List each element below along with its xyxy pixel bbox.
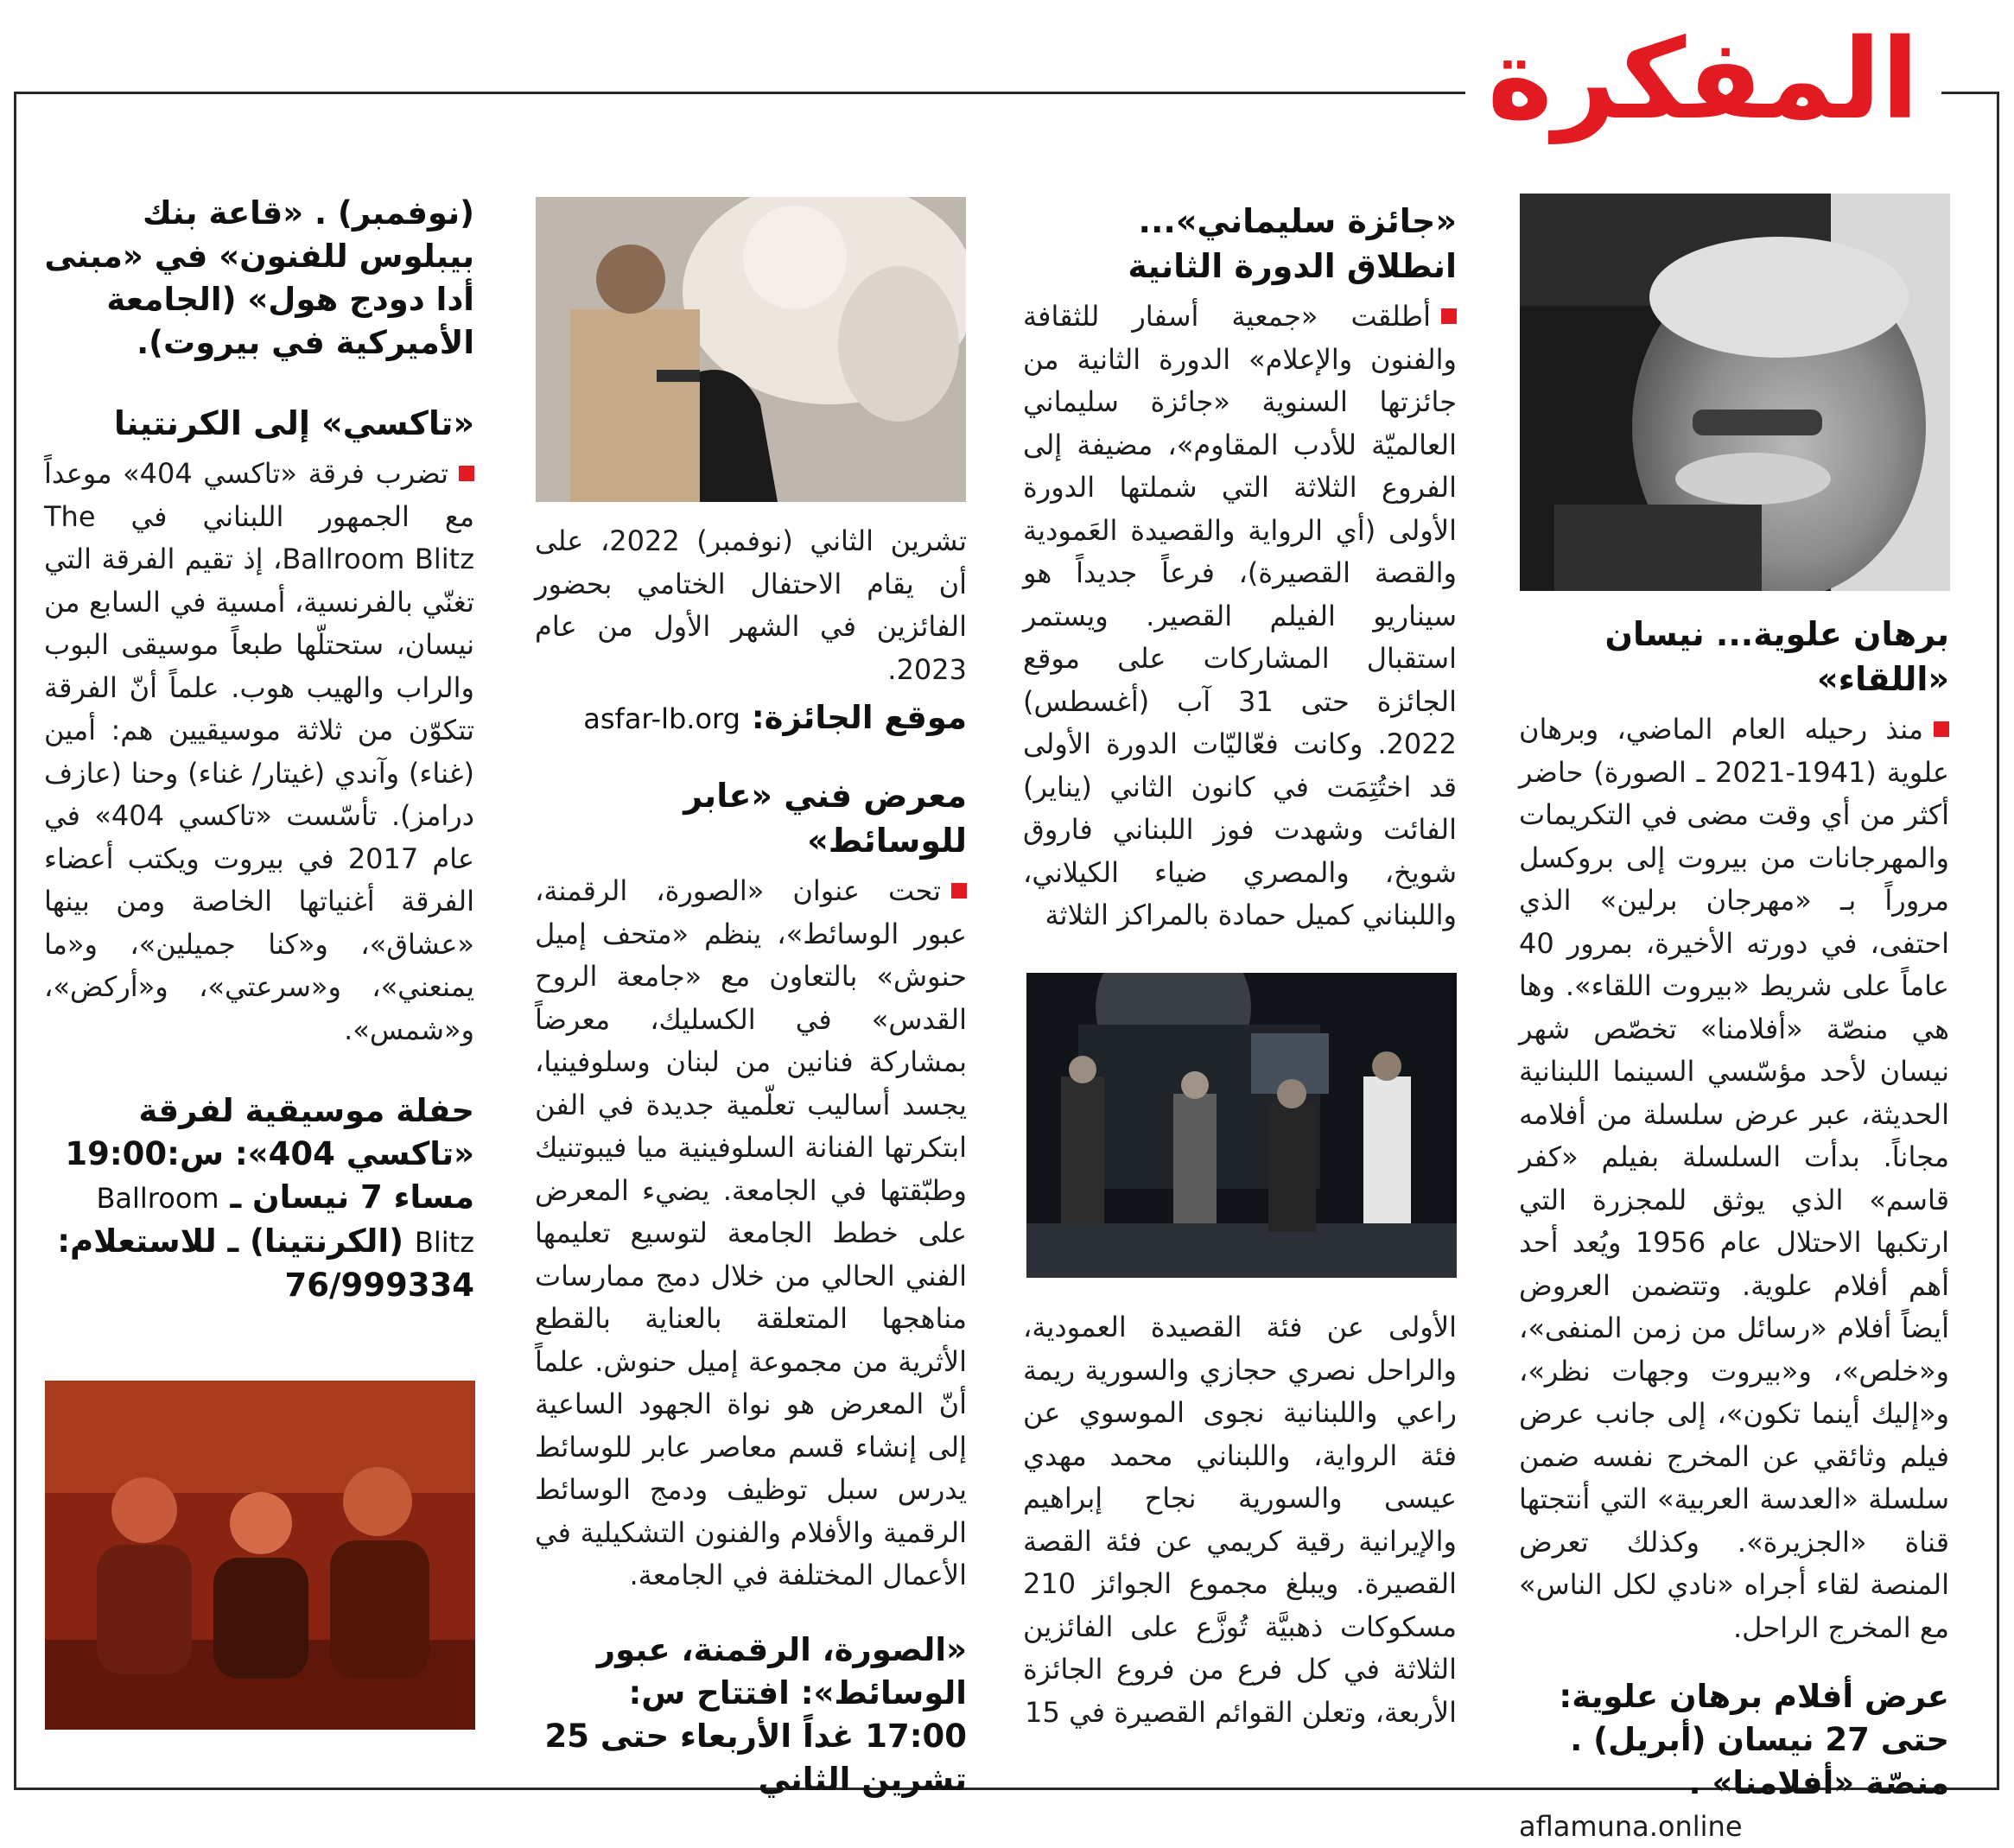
- bullet-square-icon: [1934, 721, 1949, 737]
- headline-art-exhibition: معرض فني «عابر للوسائط»: [683, 777, 967, 860]
- event-info-exhibition: «الصورة، الرقمنة، عبور الوسائط»: افتتاح س: 17:00 غداً الأربعاء حتى 25 تشرين الثاني: [544, 1630, 967, 1798]
- photo-restoration-artwork: [536, 197, 966, 502]
- article-burhan: منذ رحيله العام الماضي، وبرهان علوية (1941-2021 ـ الصورة) حاضر أكثر من أي وقت مضى في التكريمات والمهرجانات من بيروت إلى بروكسل مروراً بـ «مهرجان برلين» الذي احتفى، في دورته الأخيرة، بمرور 40 عاماً على شريط «بيروت اللقاء». وها هي منصّة «أفلامنا» تخصّص شهر نيسان لأحد مؤسّسي السينما اللبنانية الحديثة، عبر عرض سلسلة من أفلامه مجاناً. بدأت السلسلة بفيلم «كفر قاسم» الذي يوثق للمجزرة التي ارتكبها الاحتلال عام 1956 ويُعد أحد أهم أفلام علوية. وتتضمن العروض أيضاً أفلام «رسائل من زمن المنفى»، و«خلص»، و«بيروت وجهات نظر»، و«إليك أينما تكون»، إلى جانب عرض فيلم وثائقي عن المخرج نفسه ضمن سلسلة «العدسة العربية» التي أنتجتها قناة «الجزيرة». وكذلك تعرض المنصة لقاء أجراه «نادي لكل الناس» مع المخرج الراحل.: [1519, 713, 1950, 1644]
- bullet-square-icon: [459, 466, 474, 481]
- column-3: [535, 520, 967, 1801]
- photo-taxi-404-band: [45, 1381, 475, 1730]
- photo-burhan-alawiya: [1520, 194, 1950, 591]
- prize-site-label: موقع الجائزة:: [751, 699, 967, 736]
- article-art-exhibition: تحت عنوان «الصورة، الرقمنة، عبور الوسائط»، ينظم «متحف إميل حنوش» بالتعاون مع «جامعة الروح القدس» في الكسليك، معرضاً بمشاركة فنانين من لبنان وسلوفينيا، يجسد أساليب تعلّمية جديدة في الفن ابتكرتها الفنانة السلوفينية ميا فيبوتنيك وطبّقتها في الجامعة. يضيء المعرض على خطط الجامعة لتوسيع تعليمها الفني الحالي من خلال دمج ممارسات مناهجها المتعلقة بالعناية بالقطع الأثرية من مجموعة إميل حنوش. علماً أنّ المعرض هو نواة الجهود الساعية إلى إنشاء قسم معاصر عابر للوسائط يدرس سبل توظيف ودمج الوسائط الرقمية والأفلام والفنون التشكيلية في الأعمال المختلفة في الجامعة.: [535, 874, 967, 1591]
- link-asfar[interactable]: asfar-lb.org: [583, 702, 740, 735]
- bullet-square-icon: [951, 883, 967, 899]
- venue-name: Ballroom Blitz: [96, 1182, 474, 1259]
- photo-award-ceremony: [1026, 973, 1457, 1278]
- article-taxi: تضرب فرقة «تاكسي 404» موعداً مع الجمهور اللبناني في The Ballroom Blitz، إذ تقيم الفرقة التي تغنّي بالفرنسية، أمسية في السابع من نيسان، ستحتلّها طبعاً موسيقى البوب والراب والهيب هوب. علماً أنّ الفرقة تتكوّن من ثلاثة موسيقيين هم: أمين (غناء) وآندي (غيتار/ غناء) وحنا (عازف درامز). تأسّست «تاكسي 404» في عام 2017 في بيروت ويكتب أعضاء الفرقة أغنياتها الخاصة ومن بينها «عشاق»، و«كنا جميلين»، و«ما يمنعني»، و«سرعتي»، و«أركض»، و«شمس».: [44, 457, 475, 1046]
- column-4: [44, 192, 474, 1307]
- event-info-taxi: حفلة موسيقية لفرقة «تاكسي 404»: س:19:00 مساء 7 نيسان ـ Ballroom Blitz (الكرنتينا) ـ للاستعلام: 76/999334: [57, 1092, 474, 1304]
- prize-site: [535, 696, 967, 740]
- column-2: [1023, 199, 1457, 937]
- link-aflamuna[interactable]: aflamuna.online: [1519, 1810, 1743, 1843]
- article-soleimani-continued: الأولى عن فئة القصيدة العمودية، والراحل نصري حجازي والسورية ريمة راعي واللبنانية نجوى الموسوي عن فئة الرواية، واللبناني محمد مهدي عيسى والسورية نجاح إبراهيم والإيرانية رقية كريمي عن فئة القصة القصيرة. ويبلغ مجموع الجوائز 210 مسكوكات ذهبيَّة تُوزَّع على الفائزين الثلاثة في كل فرع من فروع الجائزة الأربعة، وتعلن القوائم القصيرة في 15: [1023, 1311, 1457, 1729]
- column-1: [1519, 612, 1949, 1848]
- column-2-continued: [1023, 1306, 1457, 1734]
- event-info-exhibition-end: (نوفمبر) . «قاعة بنك بيبلوس للفنون» في «مبنى أدا دودج هول» (الجامعة الأميركية في بيروت).: [44, 194, 474, 361]
- masthead-title: المفكرة: [1465, 16, 1942, 145]
- event-info-burhan: عرض أفلام برهان علوية: حتى 27 نيسان (أبريل) . منصّة «أفلامنا» .: [1559, 1678, 1949, 1801]
- headline-soleimani: «جائزة سليماني»... انطلاق الدورة الثانية: [1128, 202, 1457, 285]
- article-soleimani-end: تشرين الثاني (نوفمبر) 2022، على أن يقام الاحتفال الختامي بحضور الفائزين في الشهر الأول من عام 2023.: [535, 524, 968, 686]
- headline-burhan: برهان علوية... نيسان «اللقاء»: [1604, 615, 1949, 698]
- headline-taxi: «تاكسي» إلى الكرنتينا: [113, 404, 474, 442]
- article-soleimani: أطلقت «جمعية أسفار للثقافة والفنون والإعلام» الدورة الثانية من جائزتها السنوية «جائزة سليماني العالميّة للأدب المقاوم»، مضيفة إلى الفروع الثلاثة التي شملتها الدورة الأولى (أي الرواية والقصيدة العَمودية والقصة القصيرة)، فرعاً جديداً هو سيناريو الفيلم القصير. ويستمر استقبال المشاركات على موقع الجائزة حتى 31 آب (أغسطس) 2022. وكانت فعّاليّات الدورة الأولى قد اختُتِمَت في كانون الثاني (يناير) الفائت وشهدت فوز اللبناني فاروق شويخ، والمصري ضياء الكيلاني، واللبناني كميل حمادة بالمراكز الثلاثة: [1023, 300, 1457, 931]
- bullet-square-icon: [1441, 308, 1457, 324]
